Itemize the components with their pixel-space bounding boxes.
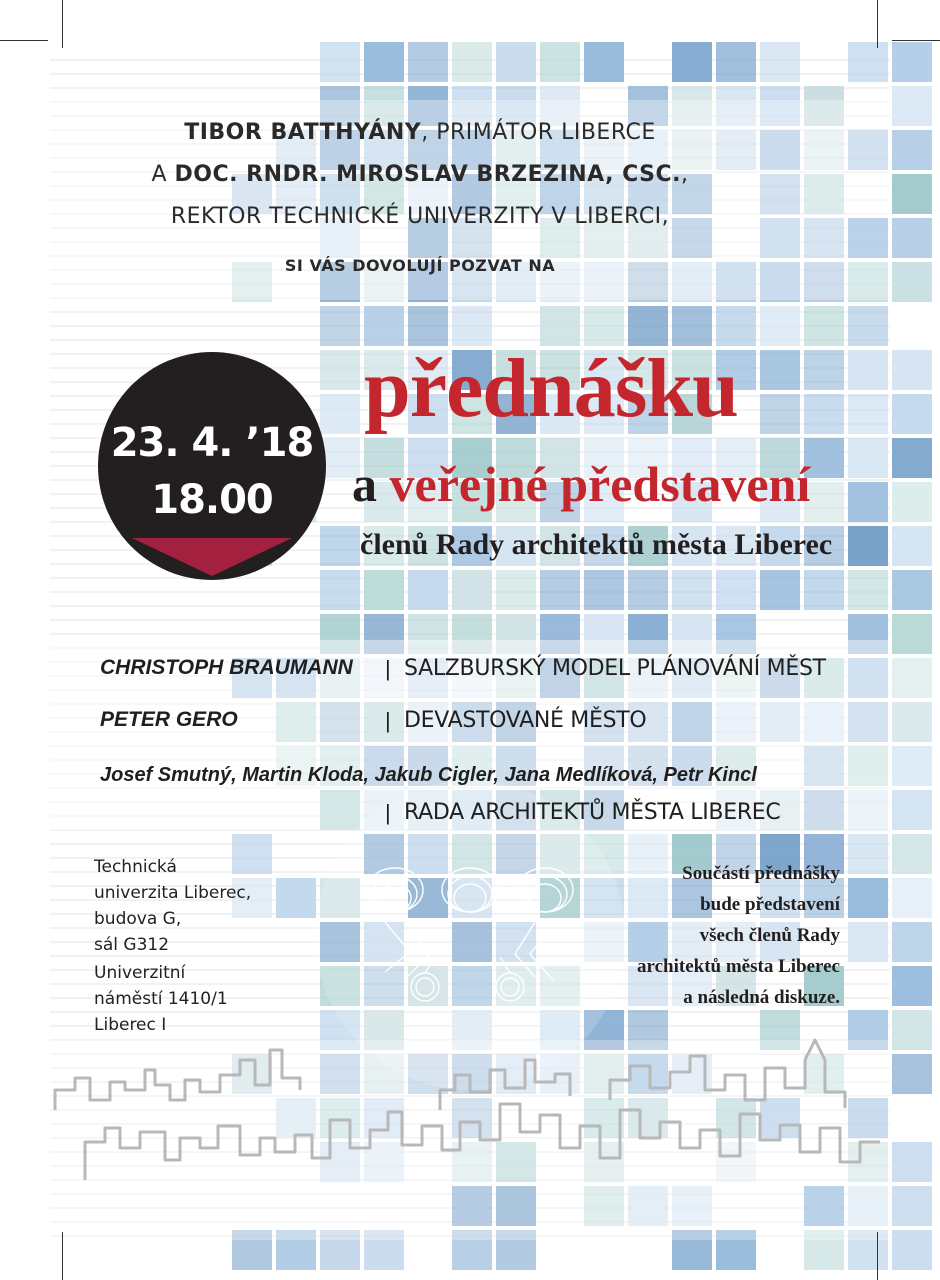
background-tile — [716, 570, 756, 610]
event-title: přednášku — [364, 342, 738, 435]
council-name: RADA ARCHITEKTŮ MĚSTA LIBEREC — [404, 800, 781, 825]
venue-line: sál G312 — [94, 935, 170, 955]
note-line: všech členů Rady — [699, 925, 840, 946]
council-logo-icon — [355, 862, 585, 1012]
background-tile — [892, 614, 932, 654]
background-tile — [892, 438, 932, 478]
background-tile — [760, 394, 800, 434]
background-tile — [848, 922, 888, 962]
subtitle-prefix: a — [352, 456, 377, 512]
note-line: bude představení — [700, 894, 840, 915]
note-line: Součástí přednášky — [682, 863, 840, 884]
background-tile — [892, 922, 932, 962]
background-tile — [848, 438, 888, 478]
background-tile — [892, 790, 932, 830]
background-tile — [804, 350, 844, 390]
background-tile — [892, 262, 932, 302]
background-tile — [540, 42, 580, 82]
venue-line: Technická — [94, 857, 177, 877]
background-tile — [760, 570, 800, 610]
background-tile — [892, 174, 932, 214]
rector-comma: , — [681, 162, 689, 187]
background-tile — [848, 482, 888, 522]
venue-line: Liberec I — [94, 1015, 167, 1035]
background-tile — [892, 1186, 932, 1226]
background-tile — [892, 218, 932, 258]
background-tile — [848, 306, 888, 346]
background-tile — [716, 42, 756, 82]
background-tile — [848, 394, 888, 434]
background-tile — [892, 1010, 932, 1050]
separator: | — [385, 708, 391, 733]
arrow-down-icon — [132, 538, 292, 578]
background-tile — [892, 526, 932, 566]
background-tile — [408, 42, 448, 82]
background-tile — [848, 526, 888, 566]
background-tile — [892, 130, 932, 170]
background-tile — [452, 42, 492, 82]
event-subtitle — [352, 455, 810, 513]
background-tile — [320, 526, 360, 566]
event-date: 23. 4. ’18 — [110, 420, 314, 466]
background-tile — [892, 394, 932, 434]
background-tile — [628, 570, 668, 610]
venue-building — [94, 854, 251, 958]
background-tile — [320, 306, 360, 346]
venue-line: náměstí 1410/1 — [94, 989, 228, 1009]
background-tile — [320, 570, 360, 610]
background-tile — [760, 42, 800, 82]
background-tile — [584, 42, 624, 82]
venue-line: budova G, — [94, 909, 182, 929]
crop-mark — [877, 1232, 878, 1280]
lecture-topic: DEVASTOVANÉ MĚSTO — [404, 708, 647, 733]
host-line-rector — [40, 162, 800, 187]
background-tile — [320, 350, 360, 390]
host-conjunction: A — [151, 162, 175, 187]
background-tile — [584, 570, 624, 610]
background-tile — [672, 42, 712, 82]
background-tile — [848, 878, 888, 918]
background-tile — [804, 306, 844, 346]
background-tile — [892, 1142, 932, 1182]
background-tile — [848, 350, 888, 390]
speaker-name: CHRISTOPH BRAUMANN — [100, 656, 353, 679]
background-tile — [892, 86, 932, 126]
note-line: architektů města Liberec — [637, 956, 840, 977]
mayor-name: TIBOR BATTHYÁNY — [184, 120, 422, 145]
background-tile — [892, 570, 932, 610]
venue-address — [94, 960, 228, 1038]
lecture-topic: SALZBURSKÝ MODEL PLÁNOVÁNÍ MĚST — [404, 656, 826, 681]
background-tile — [892, 834, 932, 874]
background-tile — [320, 394, 360, 434]
rector-name: DOC. RNDR. MIROSLAV BRZEZINA, CSC. — [174, 162, 682, 187]
council-members: Josef Smutný, Martin Kloda, Jakub Cigler, Jana Medlíková, Petr Kincl — [100, 764, 757, 786]
background-tile — [760, 306, 800, 346]
background-tile — [892, 658, 932, 698]
background-tile — [364, 42, 404, 82]
background-tile — [760, 350, 800, 390]
speaker-name: PETER GERO — [100, 708, 238, 731]
background-tile — [848, 42, 888, 82]
venue-line: univerzita Liberec, — [94, 883, 252, 903]
background-tile — [672, 570, 712, 610]
crop-mark — [62, 1232, 63, 1280]
background-tile — [804, 394, 844, 434]
background-tile — [276, 878, 316, 918]
city-skyline-graphic — [50, 1030, 890, 1200]
background-tile — [804, 570, 844, 610]
background-tile — [320, 42, 360, 82]
crop-mark — [0, 40, 48, 41]
background-tile — [892, 966, 932, 1006]
mayor-title: , PRIMÁTOR LIBERCE — [421, 120, 656, 145]
separator: | — [385, 800, 391, 825]
background-tile — [892, 746, 932, 786]
event-subtitle-2: členů Rady architektů města Liberec — [360, 528, 833, 561]
date-badge — [98, 352, 326, 580]
rector-title: REKTOR TECHNICKÉ UNIVERZITY V LIBERCI, — [170, 204, 670, 229]
background-tile — [848, 834, 888, 874]
background-tile — [892, 702, 932, 742]
invitation-line: SI VÁS DOVOLUJÍ POZVAT NA — [284, 256, 556, 275]
crop-mark — [877, 0, 878, 48]
background-tile — [452, 570, 492, 610]
separator: | — [385, 656, 391, 681]
background-tile — [848, 570, 888, 610]
background-tile — [892, 1230, 932, 1270]
background-tile — [892, 482, 932, 522]
host-line-mayor — [40, 120, 800, 145]
note-line: a následná diskuze. — [683, 987, 840, 1008]
background-tile — [408, 570, 448, 610]
background-tile — [540, 570, 580, 610]
venue-line: Univerzitní — [94, 963, 186, 983]
background-tile — [892, 878, 932, 918]
background-tile — [364, 570, 404, 610]
background-tile — [892, 42, 932, 82]
background-tile — [892, 1054, 932, 1094]
crop-mark — [62, 0, 63, 48]
crop-mark — [892, 40, 940, 41]
event-note — [610, 858, 840, 1013]
background-tile — [496, 42, 536, 82]
background-tile — [496, 570, 536, 610]
background-tile — [892, 350, 932, 390]
subtitle-text: veřejné představení — [389, 456, 811, 512]
event-time: 18.00 — [151, 477, 273, 523]
